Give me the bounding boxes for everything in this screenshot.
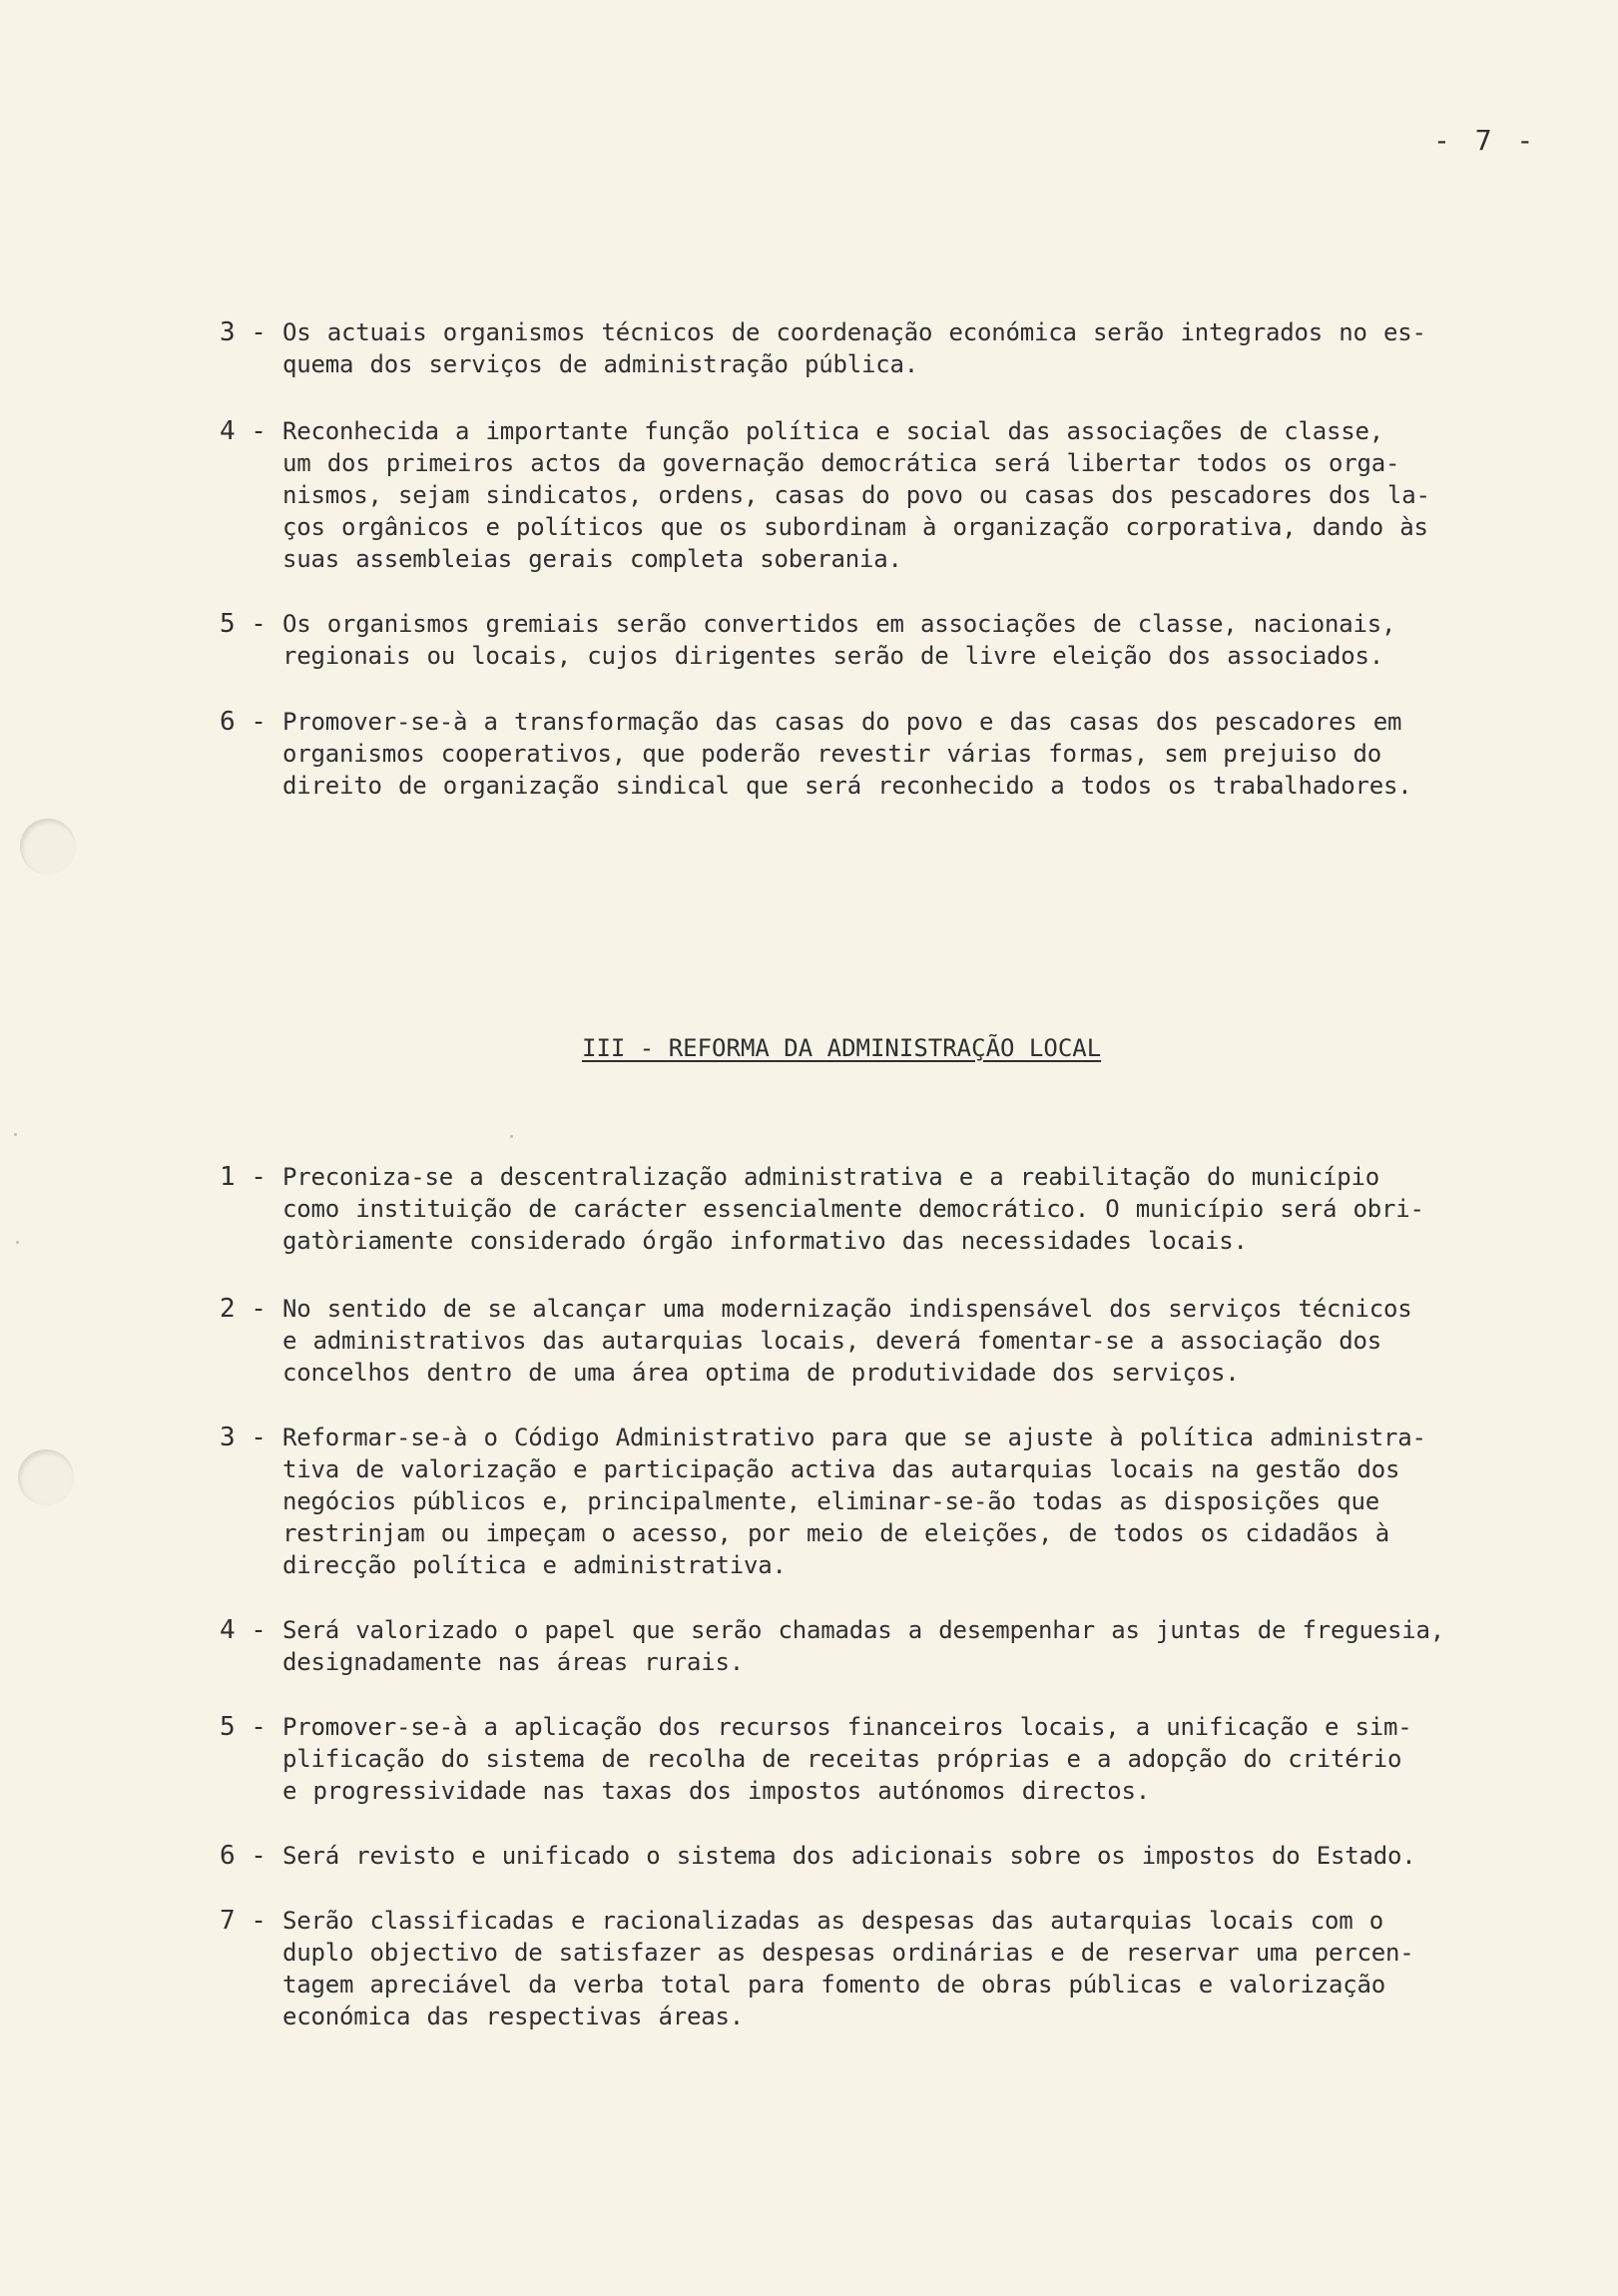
item-number: 7 - [220, 1906, 267, 1936]
item-number: 3 - [220, 317, 267, 347]
item-paragraph: Reconhecida a importante função política e social das associações de classe, um dos primeiros actos da governação democrática será libertar todos os orga- nismos, sejam sindicatos, ordens, casas do povo ou casas dos pescadores dos la- ços orgânicos e políticos que os subordinam à organização corporativa, dando às suas assembleias gerais completa soberania. [282, 417, 1430, 573]
item-number: 6 - [220, 707, 267, 737]
item-paragraph: No sentido de se alcançar uma modernização indispensável dos serviços técnicos e administrativos das autarquias locais, deverá fomentar-se a associação dos concelhos dentro de uma área optima de produtividade dos serviços. [282, 1295, 1412, 1387]
paper-speck [14, 1133, 17, 1136]
item-number: 1 - [220, 1162, 267, 1192]
punch-hole-bottom [18, 1449, 74, 1505]
punch-hole-top [20, 819, 76, 874]
item-paragraph: Será revisto e unificado o sistema dos adicionais sobre os impostos do Estado. [282, 1842, 1416, 1870]
item-number: 4 - [220, 416, 267, 446]
paper-speck [16, 1241, 19, 1244]
section-heading: III - REFORMA DA ADMINISTRAÇÃO LOCAL [582, 1034, 1102, 1062]
item-number: 6 - [220, 1841, 267, 1871]
item-paragraph: Serão classificadas e racionalizadas as despesas das autarquias locais com o duplo objectivo de satisfazer as despesas ordinárias e de reservar uma percen- tagem apreciável da verba total para fomento de obras públicas e valorização económica das respectivas áreas. [282, 1907, 1414, 2030]
item-number: 2 - [220, 1294, 267, 1324]
item-paragraph: Reformar-se-à o Código Administrativo para que se ajuste à política administra- tiva de valorização e participação activa das autarquias locais na gestão dos negócios públicos e, principalmente, eliminar-se-ão todas as disposições que restrinjam ou impeçam o acesso, por meio de eleições, de todos os cidadãos à direcção política e administrativa. [282, 1424, 1426, 1579]
item-number: 5 - [220, 609, 267, 639]
item-number: 4 - [220, 1615, 267, 1645]
item-paragraph: Promover-se-à a aplicação dos recursos financeiros locais, a unificação e sim- plificação do sistema de recolha de receitas próprias e a adopção do critério e progressividade nas taxas dos impostos autónomos directos. [282, 1713, 1412, 1805]
item-number: 5 - [220, 1712, 267, 1742]
item-paragraph: Promover-se-à a transformação das casas do povo e das casas dos pescadores em organismos cooperativos, que poderão revestir várias formas, sem prejuiso do direito de organização sindical que será reconhecido a todos os trabalhadores. [282, 708, 1412, 800]
item-paragraph: Os actuais organismos técnicos de coordenação económica serão integrados no es- quema dos serviços de administração pública. [282, 318, 1426, 378]
item-number: 3 - [220, 1423, 267, 1452]
page-number: - 7 - [1433, 124, 1538, 157]
item-paragraph: Será valorizado o papel que serão chamadas a desempenhar as juntas de freguesia, designadamente nas áreas rurais. [282, 1616, 1444, 1676]
paper-speck [510, 1135, 513, 1138]
item-paragraph: Preconiza-se a descentralização administrativa e a reabilitação do município como instituição de carácter essencialmente democrático. O município será obri- gatòriamente considerado órgão informativo das necessidades locais. [282, 1163, 1424, 1255]
item-paragraph: Os organismos gremiais serão convertidos em associações de classe, nacionais, regionais ou locais, cujos dirigentes serão de livre eleição dos associados. [282, 610, 1396, 670]
